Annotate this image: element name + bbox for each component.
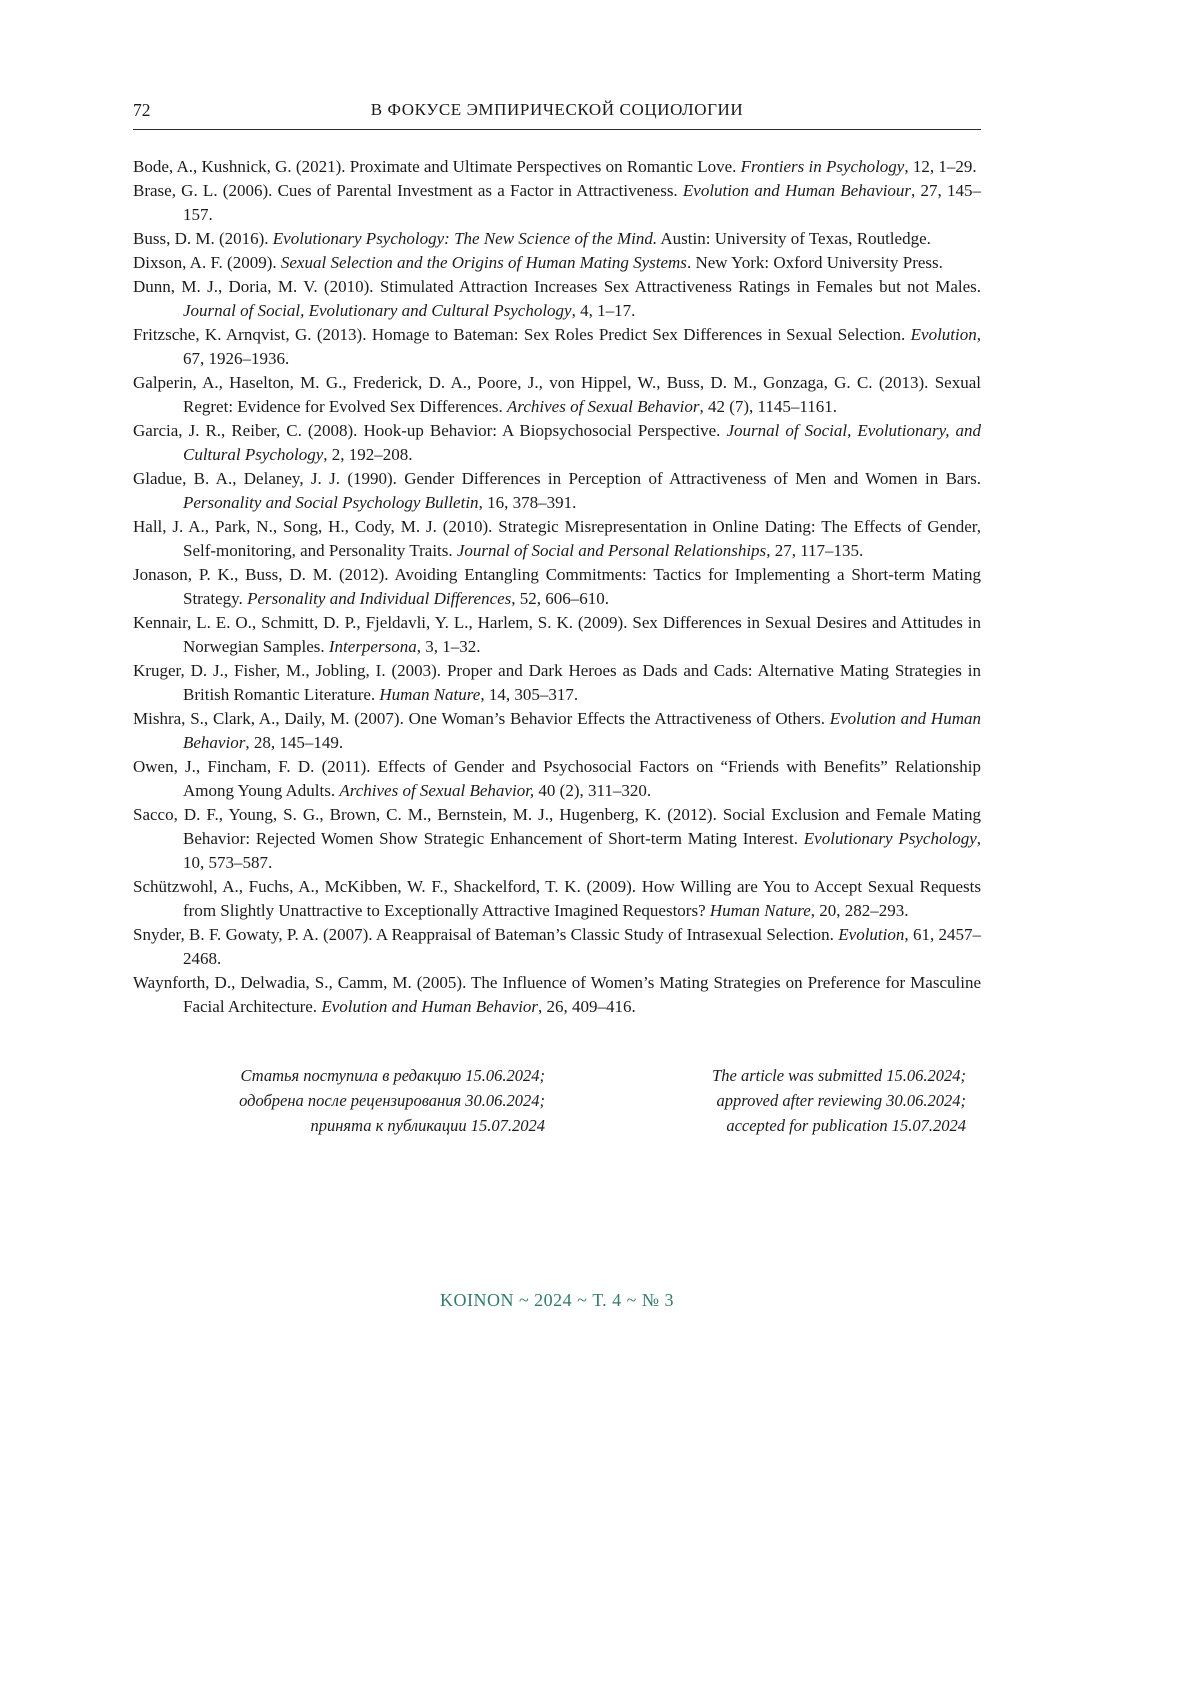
- reference-entry: [133, 563, 981, 611]
- reference-source-title: Archives of Sexual Behavior: [506, 397, 700, 416]
- reference-text: , 52, 606–610.: [511, 589, 610, 608]
- reference-text: Buss, D. M. (2016).: [133, 229, 273, 248]
- submission-line: accepted for publication 15.07.2024: [726, 1116, 966, 1135]
- reference-source-title: Evolution and Human Behavior: [321, 997, 539, 1016]
- reference-text: , 4, 1–17.: [571, 301, 636, 320]
- reference-entry: [133, 515, 981, 563]
- reference-source-title: Evolution: [910, 325, 977, 344]
- reference-source-title: Frontiers in Psychology: [740, 157, 905, 176]
- reference-text: , 27, 145–157.: [183, 181, 981, 224]
- reference-text: Fritzsche, K. Arnqvist, G. (2013). Homage to Bateman: Sex Roles Predict Sex Differences in Sexual Selection.: [133, 325, 911, 344]
- submission-line: approved after reviewing 30.06.2024;: [716, 1091, 966, 1110]
- reference-source-title: Personality and Individual Differences: [247, 589, 512, 608]
- reference-text: Bode, A., Kushnick, G. (2021). Proximate and Ultimate Perspectives on Romantic Love.: [133, 157, 741, 176]
- reference-text: , 27, 117–135.: [766, 541, 864, 560]
- reference-text: , 16, 378–391.: [478, 493, 577, 512]
- reference-source-title: Journal of Social and Personal Relationships: [456, 541, 767, 560]
- references-list: [133, 155, 981, 1019]
- reference-text: Brase, G. L. (2006). Cues of Parental Investment as a Factor in Attractiveness.: [133, 181, 683, 200]
- submission-line: Статья поступила в редакцию 15.06.2024;: [240, 1066, 545, 1085]
- reference-source-title: Human Nature: [379, 685, 481, 704]
- reference-text: Dixson, A. F. (2009).: [133, 253, 281, 272]
- reference-entry: [133, 227, 981, 251]
- submission-line: одобрена после рецензирования 30.06.2024;: [239, 1091, 545, 1110]
- reference-entry: [133, 323, 981, 371]
- reference-text: 40 (2), 311–320.: [534, 781, 652, 800]
- reference-text: Snyder, B. F. Gowaty, P. A. (2007). A Reappraisal of Bateman’s Classic Study of Intrasexual Selection.: [133, 925, 839, 944]
- reference-entry: [133, 971, 981, 1019]
- reference-text: Hall, J. A., Park, N., Song, H., Cody, M. J. (2010). Strategic Misrepresentation in Online Dating: The Effects of Gender, Self-monitoring, and Personality Traits.: [133, 517, 981, 560]
- reference-source-title: Journal of Social, Evolutionary and Cultural Psychology: [183, 301, 572, 320]
- reference-entry: [133, 923, 981, 971]
- reference-source-title: Interpersona: [328, 637, 417, 656]
- submission-line: The article was submitted 15.06.2024;: [712, 1066, 966, 1085]
- reference-entry: [133, 707, 981, 755]
- submission-line: принята к публикации 15.07.2024: [310, 1116, 545, 1135]
- reference-source-title: Evolution and Human Behaviour: [682, 181, 912, 200]
- submission-en: [545, 1063, 981, 1138]
- reference-text: Jonason, P. K., Buss, D. M. (2012). Avoiding Entangling Commitments: Tactics for Implementing a Short-term Mating Strategy.: [133, 565, 981, 608]
- reference-source-title: Human Nature: [709, 901, 811, 920]
- reference-text: Kennair, L. E. O., Schmitt, D. P., Fjeldavli, Y. L., Harlem, S. K. (2009). Sex Differences in Sexual Desires and Attitudes in Norwegian Samples.: [133, 613, 981, 656]
- reference-text: Sacco, D. F., Young, S. G., Brown, C. M., Bernstein, M. J., Hugenberg, K. (2012). Social Exclusion and Female Mating Behavior: Rejected Women Show Strategic Enhancement of Short-term Mating Interest.: [133, 805, 981, 848]
- reference-entry: [133, 179, 981, 227]
- reference-text: Owen, J., Fincham, F. D. (2011). Effects of Gender and Psychosocial Factors on “Friends with Benefits” Relationship Among Young Adults.: [133, 757, 981, 800]
- document-page: [133, 0, 981, 1311]
- reference-text: Garcia, J. R., Reiber, C. (2008). Hook-up Behavior: A Biopsychosocial Perspective.: [133, 421, 727, 440]
- reference-source-title: Sexual Selection and the Origins of Human Mating Systems: [280, 253, 687, 272]
- reference-text: , 67, 1926–1936.: [183, 325, 981, 368]
- reference-source-title: Journal of Social, Evolutionary, and Cultural Psychology: [183, 421, 981, 464]
- reference-text: , 61, 2457–2468.: [183, 925, 982, 968]
- reference-source-title: Archives of Sexual Behavior,: [339, 781, 535, 800]
- reference-text: Waynforth, D., Delwadia, S., Camm, M. (2005). The Influence of Women’s Mating Strategies on Preference for Masculine Facial Architecture.: [133, 973, 981, 1016]
- reference-text: , 2, 192–208.: [323, 445, 413, 464]
- reference-text: , 20, 282–293.: [810, 901, 909, 920]
- reference-text: Kruger, D. J., Fisher, M., Jobling, I. (2003). Proper and Dark Heroes as Dads and Cads: Alternative Mating Strategies in British Romantic Literature.: [133, 661, 981, 704]
- reference-text: Austin: University of Texas, Routledge.: [657, 229, 931, 248]
- reference-entry: [133, 611, 981, 659]
- page-number: 72: [133, 100, 151, 120]
- reference-text: . New York: Oxford University Press.: [686, 253, 943, 272]
- reference-text: Galperin, A., Haselton, M. G., Frederick, D. A., Poore, J., von Hippel, W., Buss, D. M., Gonzaga, G. C. (2013). Sexual Regret: Evidence for Evolved Sex Differences.: [133, 373, 981, 416]
- reference-entry: [133, 755, 981, 803]
- reference-source-title: Evolution and Human Behavior: [183, 709, 981, 752]
- reference-text: , 10, 573–587.: [183, 829, 981, 872]
- reference-text: , 14, 305–317.: [480, 685, 579, 704]
- reference-text: , 3, 1–32.: [416, 637, 481, 656]
- reference-text: , 12, 1–29.: [904, 157, 977, 176]
- submission-ru: [133, 1063, 545, 1138]
- reference-entry: [133, 371, 981, 419]
- submission-info: [133, 1063, 981, 1138]
- reference-text: Dunn, M. J., Doria, M. V. (2010). Stimulated Attraction Increases Sex Attractiveness Ratings in Females but not Males.: [133, 277, 981, 296]
- reference-entry: [133, 155, 981, 179]
- reference-text: , 42 (7), 1145–1161.: [699, 397, 837, 416]
- reference-entry: [133, 251, 981, 275]
- page-header: [133, 100, 981, 130]
- reference-source-title: Personality and Social Psychology Bulletin: [183, 493, 479, 512]
- reference-text: , 26, 409–416.: [538, 997, 636, 1016]
- journal-footer: KOINON ~ 2024 ~ Т. 4 ~ № 3: [439, 1290, 675, 1310]
- running-head: В ФОКУСЕ ЭМПИРИЧЕСКОЙ СОЦИОЛОГИИ: [370, 100, 744, 119]
- reference-entry: [133, 659, 981, 707]
- reference-entry: [133, 875, 981, 923]
- reference-source-title: Evolution: [838, 925, 905, 944]
- reference-text: Mishra, S., Clark, A., Daily, M. (2007). One Woman’s Behavior Effects the Attractiveness of Others.: [133, 709, 830, 728]
- reference-text: Gladue, B. A., Delaney, J. J. (1990). Gender Differences in Perception of Attractiveness of Men and Women in Bars.: [133, 469, 981, 488]
- reference-source-title: Evolutionary Psychology: The New Science of the Mind.: [272, 229, 658, 248]
- reference-entry: [133, 419, 981, 467]
- reference-source-title: Evolutionary Psychology: [803, 829, 977, 848]
- reference-entry: [133, 467, 981, 515]
- reference-text: Schützwohl, A., Fuchs, A., McKibben, W. F., Shackelford, T. K. (2009). How Willing are You to Accept Sexual Requests from Slightly Unattractive to Exceptionally Attractive Imagined Requestors?: [133, 877, 981, 920]
- reference-entry: [133, 275, 981, 323]
- reference-entry: [133, 803, 981, 875]
- reference-text: , 28, 145–149.: [245, 733, 344, 752]
